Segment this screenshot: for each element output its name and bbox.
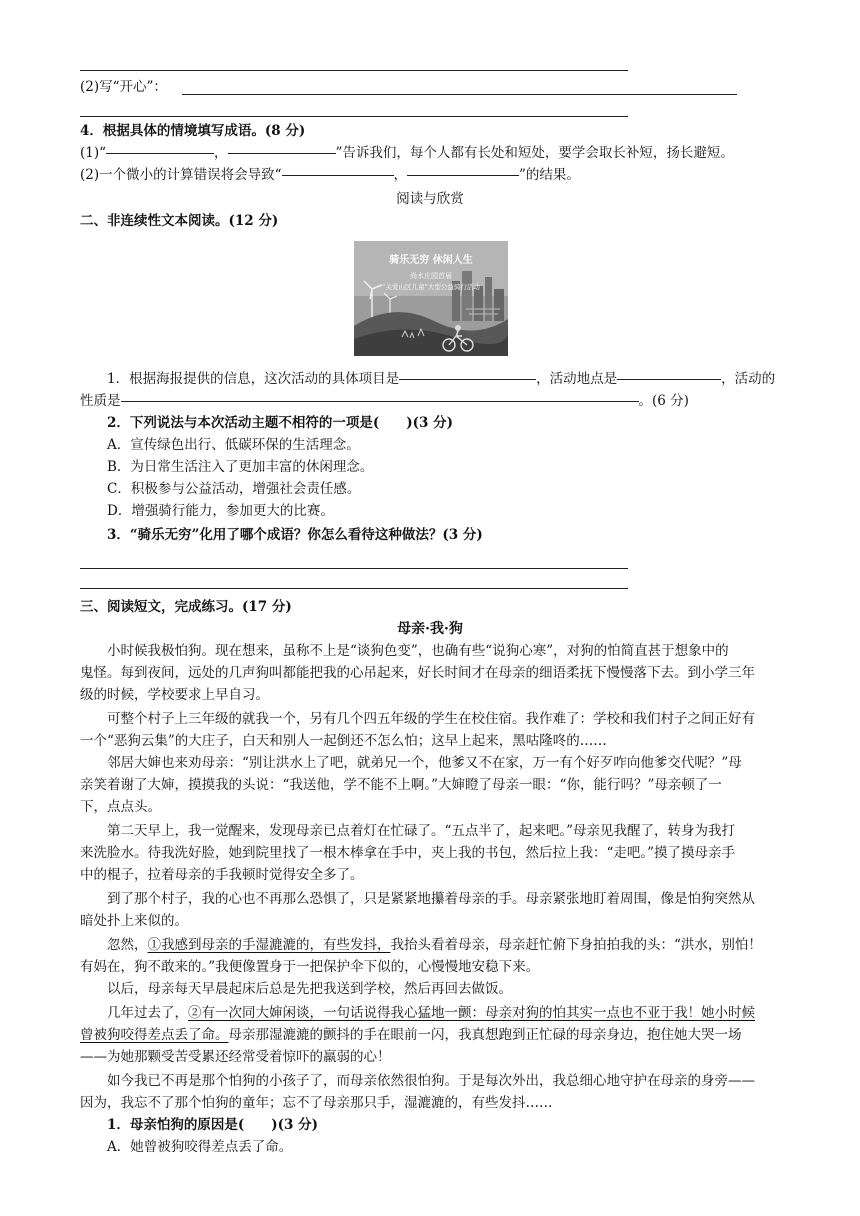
part2-q2: 2．下列说法与本次活动主题不相符的一项是( )(3 分)	[107, 415, 454, 431]
essay-line: 可整个村子上三年级的就我一个，另有几个四五年级的学生在校住宿。我作难了：学校和我们村子之间正好有	[107, 711, 755, 727]
essay-line: 因为，我忘不了那个怕狗的童年；忘不了母亲那只手，湿漉漉的，有些发抖……	[80, 1095, 553, 1111]
essay-line: 中的棍子，拉着母亲的手我顿时觉得安全多了。	[80, 867, 364, 883]
blank[interactable]	[282, 175, 394, 176]
q4-l1-a: (1)“	[80, 145, 107, 161]
essay-title: 母亲·我·狗	[397, 621, 463, 637]
blank[interactable]	[617, 379, 721, 380]
essay-line: 鬼怪。每到夜间，远处的几声狗叫都能把我的心吊起来，好长时间才在母亲的细语柔抚下慢慢落下去。到小学三年	[80, 665, 755, 681]
part2-q2-option-c[interactable]: C．积极参与公益活动，增强社会责任感。	[107, 481, 361, 497]
part2-q2-option-a[interactable]: A．宣传绿色出行、低碳环保的生活理念。	[107, 437, 360, 453]
essay-line: 暗处扑上来似的。	[80, 913, 188, 929]
q4-l1-b: ，	[214, 145, 228, 161]
part2-q2-option-b[interactable]: B．为日常生活注入了更加丰富的休闲理念。	[107, 459, 374, 475]
poster-line1: 尚水庄园首届	[410, 272, 452, 280]
q4-l2-b: ，	[393, 167, 408, 183]
poster-line2: “关爱山区儿童”大型公益骑行活动	[382, 283, 480, 291]
essay-line	[80, 1024, 780, 1046]
q4-title: 4．根据具体的情境填写成语。(8 分)	[80, 123, 306, 139]
blank[interactable]	[121, 401, 639, 402]
essay-line-underlined-1	[80, 934, 780, 956]
essay-line: 下，点点头。	[80, 799, 161, 815]
essay-line: 来洗脸水。待我洗好脸，她到院里找了一根木棒拿在手中，夹上我的书包，然后拉上我：“走吧。”摸了摸母亲手	[80, 845, 736, 861]
underlined-sentence-1: ①我感到母亲的手湿漉漉的，有些发抖，	[147, 937, 391, 953]
essay-text: 母亲那湿漉漉的颤抖的手在眼前一闪，我真想跑到正忙碌的母亲身边，抱住她大哭一场	[228, 1027, 742, 1043]
part2-q3: 3．“骑乐无穷”化用了哪个成语？你怎么看待这种做法？(3 分)	[107, 527, 483, 543]
answer-line[interactable]	[80, 70, 628, 71]
q4-line2	[80, 164, 780, 186]
essay-line: 有妈在，狗不敢来的。”我便像置身于一把保护伞下似的，心慢慢地安稳下来。	[80, 959, 540, 975]
poster-title: 骑乐无穷 休闲人生	[389, 255, 473, 266]
part2-q1-a: 1．根据海报提供的信息，这次活动的具体项目是	[107, 371, 400, 387]
part2-q1-d: 性质是	[80, 393, 121, 409]
essay-line-underlined-2	[80, 1002, 780, 1024]
blank[interactable]	[407, 175, 519, 176]
essay-text: 我抬头看着母亲，母亲赶忙俯下身拍拍我的头：“洪水，别怕！	[390, 937, 762, 953]
q3-sub2-label: (2)写“开心”：	[80, 79, 167, 95]
part2-title: 二、非连续性文本阅读。(12 分)	[80, 213, 279, 229]
part2-q2-option-d[interactable]: D．增强骑行能力，参加更大的比赛。	[107, 503, 334, 519]
underlined-sentence-2: ②有一次同大婶闲谈，一句话说得我心猛地一颤：母亲对狗的怕其实一点也不亚于我！她小时候	[188, 1005, 755, 1021]
essay-line: 如今我已不再是那个怕狗的小孩子了，而母亲依然很怕狗。于是每次外出，我总细心地守护在母亲的身旁——	[107, 1073, 755, 1089]
essay-line: 一个“恶狗云集”的大庄子，白天和别人一起倒还不怎么怕；这早上起来，黑咕隆咚的……	[80, 733, 607, 749]
q4-l2-a: (2)一个微小的计算错误将会导致“	[80, 167, 282, 183]
essay-line: 第二天早上，我一觉醒来，发现母亲已点着灯在忙碌了。“五点半了，起来吧。”母亲见我醒了，转身为我打	[107, 823, 736, 839]
q4-l1-c: ”告诉我们，每个人都有长处和短处，要学会取长补短，扬长避短。	[335, 145, 734, 161]
essay-line: 到了那个村子，我的心也不再那么恐惧了，只是紧紧地攥着母亲的手。母亲紧张地盯着周围，像是怕狗突然从	[107, 891, 755, 907]
event-poster	[354, 241, 508, 356]
essay-text: 忽然，	[107, 937, 148, 953]
part2-q1-c: ，活动的	[721, 371, 776, 387]
part3-q1-option-a[interactable]: A．她曾被狗咬得差点丢了命。	[107, 1139, 293, 1155]
answer-line[interactable]	[80, 116, 628, 117]
part3-q1: 1．母亲怕狗的原因是( )(3 分)	[107, 1117, 319, 1133]
answer-line[interactable]	[80, 588, 628, 589]
section-heading: 阅读与欣赏	[396, 191, 464, 207]
essay-text: 几年过去了，	[107, 1005, 188, 1021]
essay-line: 级的时候，学校要求上早自习。	[80, 687, 269, 703]
underlined-sentence-2-end: 曾被狗咬得差点丢了命。	[80, 1027, 229, 1043]
part2-q1-line2	[80, 390, 780, 412]
q4-line1	[80, 142, 780, 164]
essay-line: 小时候我极怕狗。现在想来，虽称不上是“谈狗色变”，也确有些“说狗心寒”，对狗的怕简直甚于想象中的	[107, 643, 729, 659]
part3-title: 三、阅读短文，完成练习。(17 分)	[80, 599, 292, 615]
essay-line: 亲笑着谢了大婶，摸摸我的头说：“我送他，学不能不上啊。”大婶瞪了母亲一眼：“你，能行吗？”母亲顿了一	[80, 777, 722, 793]
answer-line[interactable]	[182, 94, 737, 95]
blank[interactable]	[106, 153, 214, 154]
essay-line: ——为她那颗受苦受累还经常受着惊吓的羸弱的心！	[80, 1049, 391, 1065]
part2-q1-e: 。(6 分)	[638, 393, 689, 409]
essay-line: 邻居大婶也来劝母亲：“别让洪水上了吧，就弟兄一个，他爹又不在家，万一有个好歹咋向他爹交代呢？”母	[107, 755, 742, 771]
part2-q1-line1	[80, 368, 780, 390]
answer-line[interactable]	[80, 568, 628, 569]
q4-l2-c: ”的结果。	[519, 167, 580, 183]
blank[interactable]	[399, 379, 536, 380]
blank[interactable]	[228, 153, 336, 154]
part2-q1-b: ，活动地点是	[536, 371, 618, 387]
essay-line: 以后，母亲每天早晨起床后总是先把我送到学校，然后再回去做饭。	[107, 981, 512, 997]
